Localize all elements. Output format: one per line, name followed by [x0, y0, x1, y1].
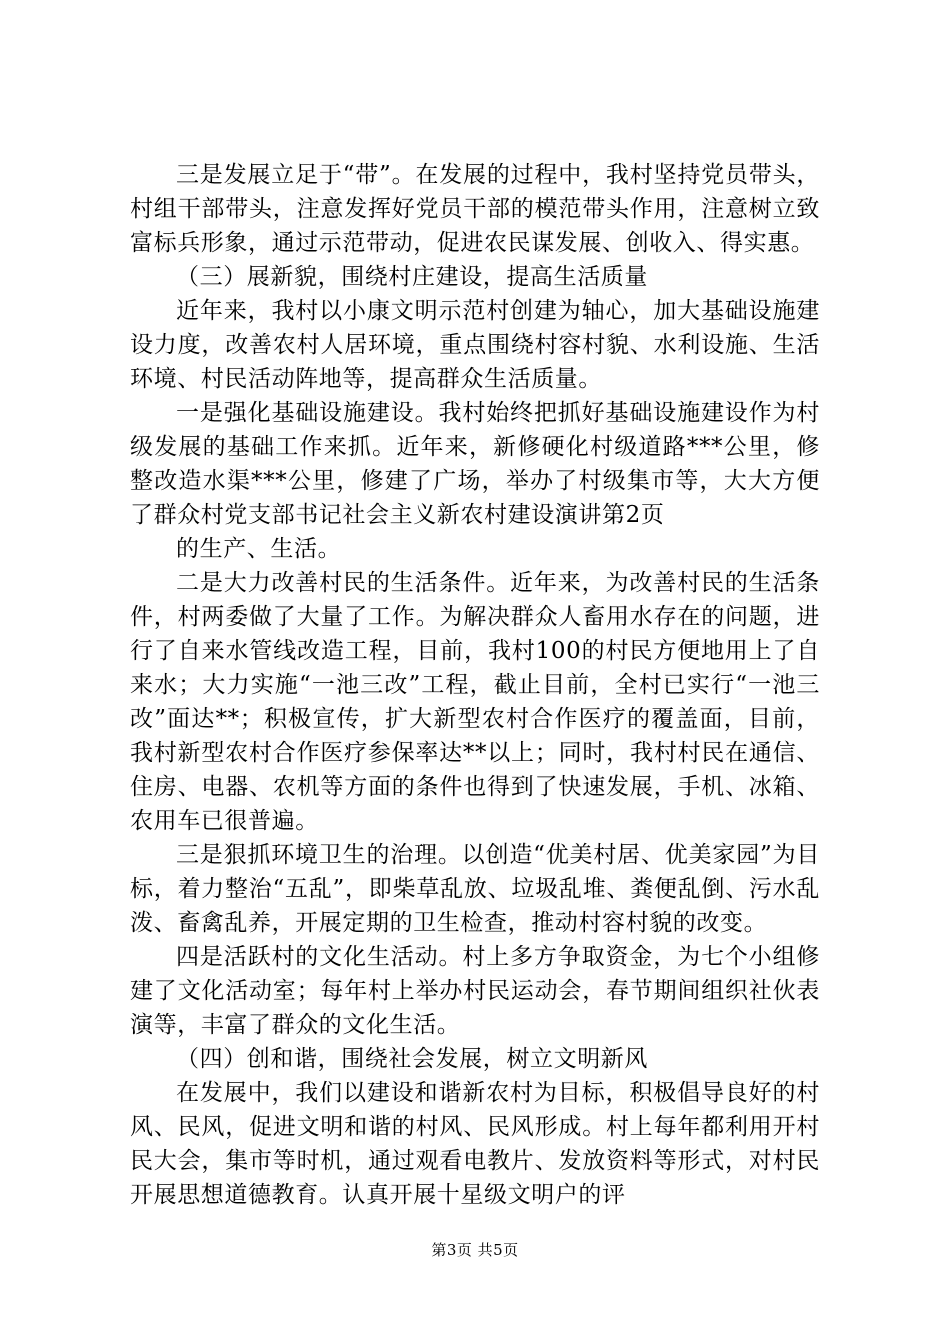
paragraph-intro-construction: 近年来，我村以小康文明示范村创建为轴心，加大基础设施建设力度，改善农村人居环境，重点围绕村容村貌、水利设施、生活环境、村民活动阵地等，提高群众生活质量。 [130, 298, 820, 392]
paragraph-infrastructure: 一是强化基础设施建设。我村始终把抓好基础设施建设作为村级发展的基础工作来抓。近年来，新修硬化村级道路***公里，修整改造水渠***公里，修建了广场，举办了村级集市等，大大方便了群众村党支部书记社会主义新农村建设演讲第2页 [130, 400, 820, 528]
paragraph-environment: 三是狠抓环境卫生的治理。以创造“优美村居、优美家园”为目标，着力整治“五乱”，即柴草乱放、垃圾乱堆、粪便乱倒、污水乱泼、畜禽乱养，开展定期的卫生检查，推动村容村貌的改变。 [130, 842, 820, 936]
paragraph-dai: 三是发展立足于“带”。在发展的过程中，我村坚持党员带头，村组干部带头，注意发挥好党员干部的模范带头作用，注意树立致富标兵形象，通过示范带动，促进农民谋发展、创收入、得实惠。 [130, 162, 820, 256]
paragraph-harmony: 在发展中，我们以建设和谐新农村为目标，积极倡导良好的村风、民风，促进文明和谐的村风、民风形成。村上每年都利用开村民大会，集市等时机，通过观看电教片、发放资料等形式，对村民开展思想道德教育。认真开展十星级文明户的评 [130, 1080, 820, 1208]
paragraph-culture: 四是活跃村的文化生活动。村上多方争取资金，为七个小组修建了文化活动室；每年村上举办村民运动会，春节期间组织社伙表演等，丰富了群众的文化生活。 [130, 944, 820, 1038]
page-footer: 第3页 共5页 [431, 1241, 519, 1259]
section-heading-3: （三）展新貌，围绕村庄建设，提高生活质量 [176, 264, 648, 290]
paragraph-continuation: 的生产、生活。 [176, 536, 342, 562]
section-heading-4: （四）创和谐，围绕社会发展，树立文明新风 [176, 1046, 648, 1072]
paragraph-living-conditions: 二是大力改善村民的生活条件。近年来，为改善村民的生活条件，村两委做了大量了工作。为解决群众人畜用水存在的问题，进行了自来水管线改造工程，目前，我村100的村民方便地用上了自来水；大力实施“一池三改”工程，截止目前，全村已实行“一池三改”面达**；积极宣传，扩大新型农村合作医疗的覆盖面，目前，我村新型农村合作医疗参保率达**以上；同时，我村村民在通信、住房、电器、农机等方面的条件也得到了快速发展，手机、冰箱、农用车已很普遍。 [130, 570, 820, 834]
document-body [130, 158, 820, 1212]
